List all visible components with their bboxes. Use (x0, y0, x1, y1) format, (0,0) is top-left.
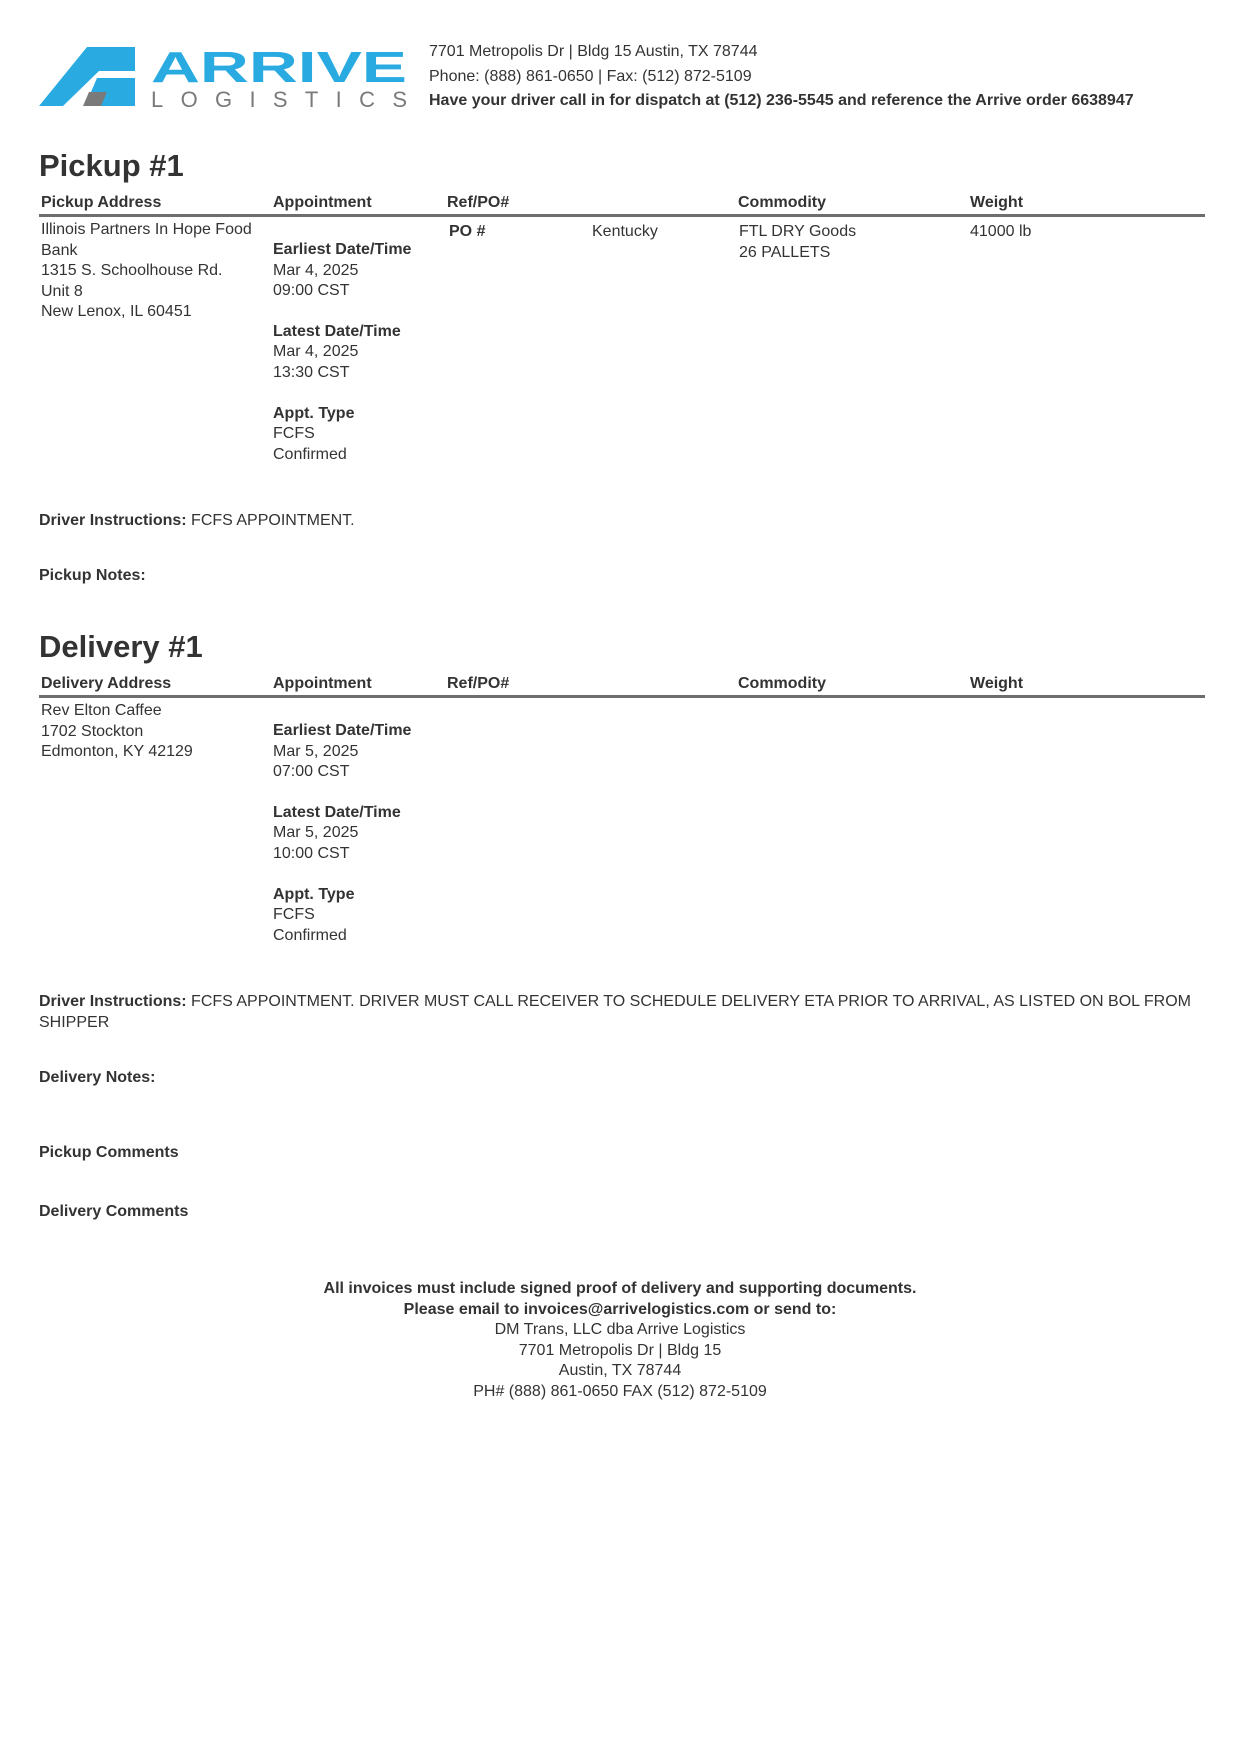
delivery-latest-label: Latest Date/Time (273, 803, 401, 821)
pickup-commodity (739, 222, 856, 263)
delivery-earliest-date: Mar 5, 2025 (273, 742, 359, 760)
pickup-earliest-label: Earliest Date/Time (273, 241, 412, 258)
logo-sub: LOGISTICS (151, 87, 407, 112)
pickup-driver-instructions (39, 511, 1205, 532)
pickup-col-ref: Ref/PO# (447, 194, 510, 211)
pickup-ref-label: PO # (449, 223, 486, 240)
pickup-address (41, 220, 271, 323)
arrive-logistics-logo (39, 44, 409, 112)
delivery-latest-time: 10:00 CST (273, 844, 350, 862)
delivery-driver-instructions (39, 992, 1205, 1033)
footer-line-1: All invoices must include signed proof of delivery and supporting documents. (323, 1280, 917, 1297)
delivery-driver-instructions-label: Driver Instructions: (39, 993, 187, 1010)
pickup-driver-instructions-text: FCFS APPOINTMENT. (191, 512, 355, 529)
footer-line-6: PH# (888) 861-0650 FAX (512) 872-5109 (473, 1382, 767, 1400)
pickup-appt-status: Confirmed (273, 445, 347, 463)
pickup-appt-type: FCFS (273, 425, 315, 443)
delivery-earliest-label: Earliest Date/Time (273, 722, 412, 739)
delivery-appt-status: Confirmed (273, 926, 347, 944)
footer-line-4: 7701 Metropolis Dr | Bldg 15 (518, 1341, 722, 1359)
pickup-commodity-line: 26 PALLETS (739, 243, 831, 261)
header-contact (429, 40, 1134, 114)
delivery-title: Delivery #1 (39, 629, 203, 664)
pickup-header-rule (39, 214, 1205, 217)
pickup-address-line: 1315 S. Schoolhouse Rd. (41, 262, 223, 280)
header-phone: Phone: (888) 861-0650 | Fax: (512) 872-5109 (429, 67, 752, 85)
pickup-col-commodity: Commodity (738, 194, 826, 211)
pickup-address-line: Unit 8 (41, 282, 83, 300)
pickup-latest-date: Mar 4, 2025 (273, 343, 359, 361)
pickup-address-line: Bank (41, 241, 78, 259)
delivery-earliest-time: 07:00 CST (273, 763, 350, 781)
pickup-address-line: New Lenox, IL 60451 (41, 303, 192, 321)
pickup-weight: 41000 lb (970, 223, 1032, 240)
pickup-title: Pickup #1 (39, 148, 184, 183)
pickup-notes-label: Pickup Notes: (39, 567, 146, 584)
pickup-ref-value: Kentucky (592, 223, 658, 240)
logo-mark-icon (39, 47, 135, 106)
delivery-notes-label: Delivery Notes: (39, 1069, 156, 1086)
delivery-appt-type: FCFS (273, 906, 315, 924)
delivery-address-line: Rev Elton Caffee (41, 702, 162, 719)
delivery-col-commodity: Commodity (738, 675, 826, 692)
delivery-col-ref: Ref/PO# (447, 675, 510, 692)
delivery-address-line: 1702 Stockton (41, 722, 144, 740)
header-dispatch: Have your driver call in for dispatch at (512) 236-5545 and reference the Arrive order 6638947 (429, 92, 1134, 109)
header-address: 7701 Metropolis Dr | Bldg 15 Austin, TX 78744 (429, 43, 758, 60)
delivery-col-address: Delivery Address (41, 675, 172, 692)
delivery-header-rule (39, 695, 1205, 698)
pickup-col-weight: Weight (970, 194, 1024, 211)
footer-line-3: DM Trans, LLC dba Arrive Logistics (494, 1321, 746, 1339)
footer-line-2: Please email to invoices@arrivelogistics.com or send to: (403, 1300, 837, 1318)
delivery-address-line: Edmonton, KY 42129 (41, 743, 193, 761)
pickup-col-appointment: Appointment (273, 194, 372, 211)
pickup-appt-type-label: Appt. Type (273, 404, 355, 422)
logo-word: ARRIVE (151, 44, 407, 92)
delivery-col-weight: Weight (970, 675, 1024, 692)
invoice-footer (0, 1279, 1240, 1403)
delivery-col-appointment: Appointment (273, 675, 372, 692)
pickup-driver-instructions-label: Driver Instructions: (39, 512, 187, 529)
pickup-col-address: Pickup Address (41, 194, 162, 211)
footer-line-5: Austin, TX 78744 (558, 1362, 682, 1380)
delivery-latest-date: Mar 5, 2025 (273, 824, 359, 842)
delivery-appt-type-label: Appt. Type (273, 885, 355, 903)
pickup-latest-label: Latest Date/Time (273, 322, 401, 340)
delivery-comments-label: Delivery Comments (39, 1203, 189, 1220)
pickup-latest-time: 13:30 CST (273, 363, 350, 381)
pickup-comments-label: Pickup Comments (39, 1144, 179, 1161)
pickup-appointment (273, 240, 443, 465)
delivery-appointment (273, 721, 443, 946)
pickup-earliest-date: Mar 4, 2025 (273, 261, 359, 279)
delivery-driver-instructions-text: FCFS APPOINTMENT. DRIVER MUST CALL RECEIVER TO SCHEDULE DELIVERY ETA PRIOR TO ARRIVAL, AS LISTED ON BOL FROM SHIPPER (39, 993, 1191, 1031)
pickup-address-line: Illinois Partners In Hope Food (41, 221, 252, 238)
pickup-commodity-line: FTL DRY Goods (739, 223, 857, 240)
pickup-earliest-time: 09:00 CST (273, 282, 350, 300)
delivery-address (41, 701, 271, 763)
